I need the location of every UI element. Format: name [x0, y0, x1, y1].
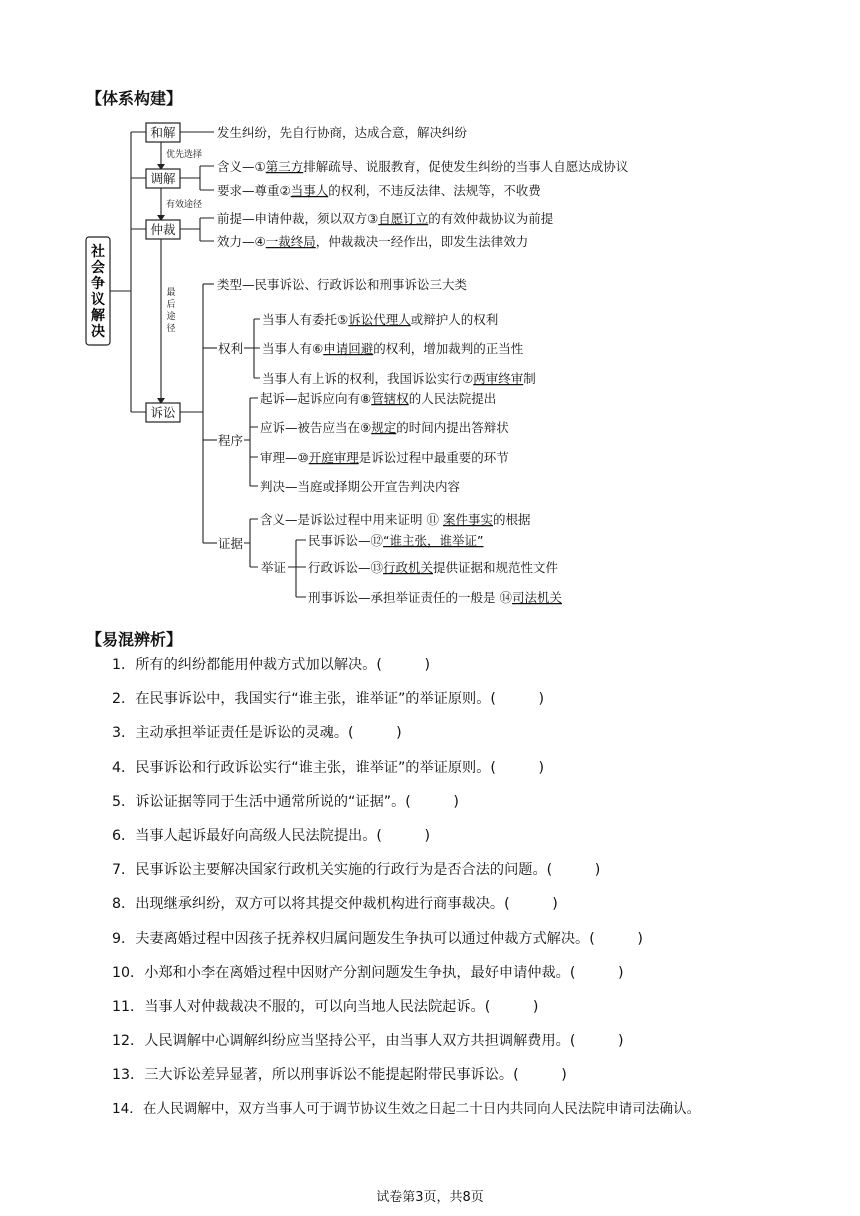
text-part: 当事人有⑥ — [262, 341, 324, 356]
answer-blank: 自愿订立 — [378, 211, 429, 226]
right-3 — [262, 371, 536, 386]
question-item: 11．当事人对仲裁裁决不服的，可以向当地人民法院起诉。( ) — [112, 998, 539, 1015]
text-part: 含义—是诉讼过程中用来证明 ⑪ — [260, 512, 443, 527]
question-item: 1．所有的纠纷都能用仲裁方式加以解决。( ) — [112, 657, 431, 673]
evidence-label: 证据 — [218, 536, 244, 551]
procedure-1 — [260, 391, 496, 406]
evidence-meaning — [260, 512, 531, 527]
arrow-label-2: 有效途径 — [166, 200, 203, 210]
answer-blank: 一裁终局 — [265, 234, 316, 249]
arrow-label-char: 后 — [166, 300, 176, 310]
answer-blank: 当事人 — [290, 183, 329, 198]
section-title-system: 【体系构建】 — [86, 89, 183, 108]
answer-blank: 第三方 — [265, 159, 304, 174]
susong-types: 类型—民事诉讼、行政诉讼和刑事诉讼三大类 — [217, 277, 468, 292]
question-item: 8．出现继承纠纷，双方可以将其提交仲裁机构进行商事裁决。( ) — [112, 896, 558, 913]
procedure-bracket — [244, 398, 258, 486]
text-part: 当事人有上诉的权利，我国诉讼实行⑦ — [262, 371, 474, 386]
text-part: 应诉—被告应当在⑨ — [260, 420, 372, 435]
section-title-confusion: 【易混辨析】 — [86, 630, 183, 649]
question-item: 14．在人民调解中，双方当事人可于调节协议生效之日起二十日内共同向人民法院申请司法确认。 — [112, 1101, 701, 1118]
susong-bracket — [180, 284, 203, 543]
text-part: 审理—⑩ — [260, 450, 309, 465]
page-footer: 试卷第3页，共8页 — [376, 1190, 484, 1205]
text-part: 效力—④ — [217, 234, 266, 249]
proof-administrative — [308, 560, 559, 575]
root-char: 决 — [91, 324, 105, 340]
text-part: 的有效仲裁协议为前提 — [428, 211, 554, 226]
text-part: 含义—① — [217, 159, 266, 174]
question-item: 12．人民调解中心调解纠纷应当坚持公平，由当事人双方共担调解费用。( ) — [112, 1033, 624, 1050]
root-char: 会 — [91, 260, 105, 276]
answer-blank: 司法机关 — [512, 590, 563, 605]
text-part: 制 — [523, 371, 536, 386]
arrow-label-1: 优先选择 — [166, 150, 203, 160]
question-list — [112, 655, 700, 1134]
answer-blank: 开庭审理 — [308, 450, 359, 465]
text-part: ⑬ — [370, 560, 384, 575]
text-part: 提供证据和规范性文件 — [433, 560, 559, 575]
text-part: 前提—申请仲裁，须以双方③ — [217, 211, 379, 226]
proof-civil — [308, 533, 483, 548]
arrow-label-char: 径 — [166, 324, 176, 334]
answer-blank: 管辖权 — [371, 391, 409, 406]
text-part: 刑事诉讼—承担举证责任的一般是 — [308, 590, 500, 605]
arrow-label-3 — [166, 287, 175, 334]
answer-blank: 申请回避 — [323, 341, 374, 356]
tiaojie-meaning — [217, 159, 629, 174]
tiaojie-label: 调解 — [150, 171, 176, 186]
question-item: 7．民事诉讼主要解决国家行政机关实施的行政行为是否合法的问题。( ) — [112, 862, 601, 879]
zhongcai-effect — [217, 234, 528, 249]
answer-blank: 规定 — [371, 420, 397, 435]
root-label — [90, 243, 106, 340]
answer-blank: 案件事实 — [442, 512, 493, 527]
proof-criminal — [308, 590, 563, 605]
right-2 — [262, 341, 524, 356]
text-part: 民事诉讼—⑫ — [308, 533, 384, 548]
hejie-label: 和解 — [150, 125, 176, 140]
text-part: 或辩护人的权利 — [410, 312, 499, 327]
rights-bracket — [244, 319, 260, 378]
question-item: 4．民事诉讼和行政诉讼实行“谁主张，谁举证”的举证原则。( ) — [112, 759, 545, 776]
zhongcai-premise — [217, 211, 554, 226]
question-item: 13．三大诉讼差异显著，所以刑事诉讼不能提起附带民事诉讼。( ) — [112, 1067, 567, 1084]
main-branches — [131, 132, 146, 412]
arrow-label-char: 最 — [166, 288, 176, 298]
procedure-4: 判决—当庭或择期公开宣告判决内容 — [260, 479, 461, 494]
proof-bracket — [288, 540, 306, 597]
susong-label: 诉讼 — [150, 405, 176, 420]
evidence-bracket — [244, 519, 258, 567]
answer-blank: 两审终审 — [473, 371, 524, 386]
answer-blank: 诉讼代理人 — [348, 312, 411, 327]
text-part: 当事人有委托⑤ — [262, 312, 349, 327]
arrow-label-char: 途 — [166, 312, 176, 322]
question-item: 10．小郑和小李在离婚过程中因财产分割问题发生争执，最好申请仲裁。( ) — [112, 964, 624, 981]
question-item: 2．在民事诉讼中，我国实行“谁主张，谁举证”的举证原则。( ) — [112, 691, 545, 708]
text-part: 要求—尊重② — [217, 183, 291, 198]
question-item: 9．夫妻离婚过程中因孩子抚养权归属问题发生争执可以通过仲裁方式解决。( ) — [112, 930, 643, 947]
text-part: 的权利，不违反法律、法规等，不收费 — [328, 183, 541, 198]
text-part: 的根据 — [492, 512, 531, 527]
answer-blank: 行政机关 — [383, 560, 434, 575]
text-part: 行政诉讼— — [308, 560, 371, 575]
hejie-desc: 发生纠纷，先自行协商，达成合意，解决纠纷 — [217, 125, 468, 140]
text-part: 的时间内提出答辩状 — [396, 420, 509, 435]
question-item: 5．诉讼证据等同于生活中通常所说的“证据”。( ) — [112, 793, 459, 810]
tiaojie-bracket — [180, 166, 214, 190]
root-char: 争 — [91, 276, 105, 292]
zhongcai-bracket — [180, 218, 214, 241]
root-char: 议 — [91, 292, 105, 308]
tiaojie-requirement — [217, 183, 541, 198]
text-part: 起诉—起诉应向有⑧ — [260, 391, 372, 406]
answer-blank: “谁主张，谁举证” — [383, 533, 484, 548]
text-part: 的人民法院提出 — [408, 391, 497, 406]
proof-label: 举证 — [261, 560, 287, 575]
rights-label: 权利 — [218, 341, 244, 356]
text-part: 是诉讼过程中最重要的环节 — [358, 450, 509, 465]
question-item: 6．当事人起诉最好向高级人民法院提出。( ) — [112, 827, 431, 844]
procedure-2 — [260, 420, 509, 435]
text-part: ⑭ — [499, 590, 512, 605]
text-part: 排解疏导、说服教育，促使发生纠纷的当事人自愿达成协议 — [303, 159, 629, 174]
text-part: 的权利，增加裁判的正当性 — [373, 341, 524, 356]
procedure-3 — [260, 450, 509, 465]
right-1 — [262, 312, 498, 327]
procedure-label: 程序 — [218, 433, 244, 448]
root-char: 社 — [91, 244, 105, 260]
question-item: 3．主动承担举证责任是诉讼的灵魂。( ) — [112, 725, 402, 742]
root-char: 解 — [91, 308, 105, 324]
zhongcai-label: 仲裁 — [150, 222, 176, 237]
text-part: ，仲裁裁决一经作出，即发生法律效力 — [315, 234, 529, 249]
